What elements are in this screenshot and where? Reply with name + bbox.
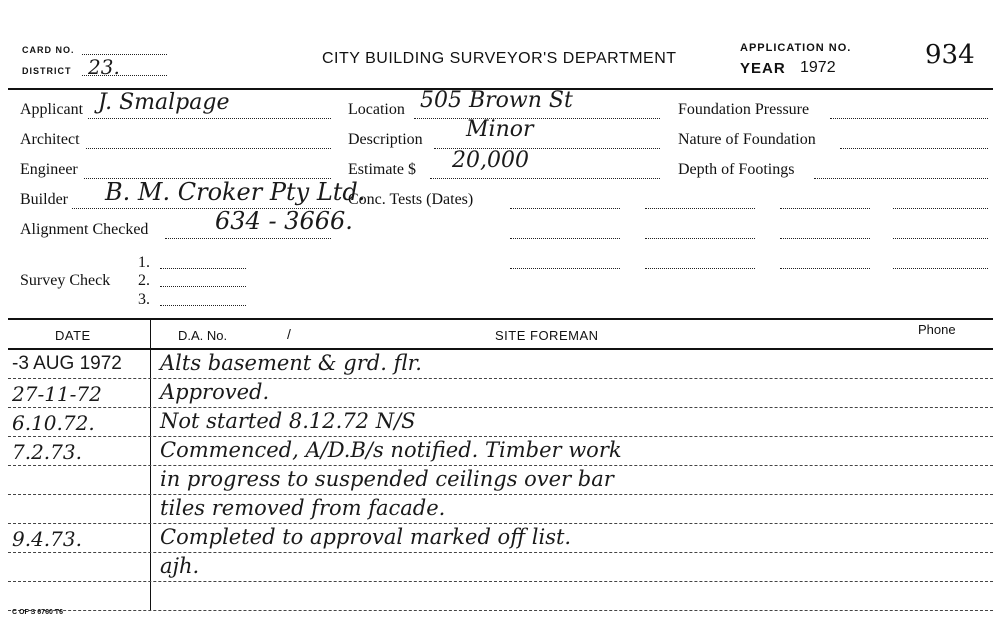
estimate-value: 20,000 <box>452 148 529 173</box>
location-value: 505 Brown St <box>420 88 573 113</box>
log-row-line <box>8 581 993 582</box>
application-no-label: APPLICATION NO. <box>740 42 852 54</box>
department-title: CITY BUILDING SURVEYOR'S DEPARTMENT <box>322 50 677 67</box>
estimate-label: Estimate $ <box>348 161 416 178</box>
log-header-rule <box>8 348 993 350</box>
alignment-label: Alignment Checked <box>20 221 149 238</box>
depth-of-footings-label: Depth of Footings <box>678 161 795 178</box>
card-no-label: CARD NO. <box>22 45 75 55</box>
log-row-line <box>8 378 993 379</box>
log-date: 9.4.73. <box>12 527 82 551</box>
survey-line-3 <box>160 305 246 306</box>
estimate-line <box>430 178 660 179</box>
log-da-header: D.A. No. <box>178 328 228 343</box>
log-date: 27-11-72 <box>12 382 102 406</box>
conc-date-line <box>780 238 870 239</box>
conc-date-line <box>893 238 988 239</box>
builder-value: B. M. Croker Pty Ltd. <box>105 178 366 206</box>
district-label: DISTRICT <box>22 66 72 76</box>
foundation-pressure-label: Foundation Pressure <box>678 101 810 118</box>
district-value: 23. <box>88 55 120 79</box>
conc-tests-label: Conc. Tests (Dates) <box>348 191 474 208</box>
survey-line-2 <box>160 286 246 287</box>
location-line <box>414 118 660 119</box>
log-da-value: / <box>287 326 291 342</box>
description-value: Minor <box>466 117 534 142</box>
nature-of-foundation-label: Nature of Foundation <box>678 131 816 148</box>
log-row-line <box>8 407 993 408</box>
conc-date-line <box>510 238 620 239</box>
log-date: 7.2.73. <box>12 440 82 464</box>
log-entry: Commenced, A/D.B/s notified. Timber work <box>160 438 622 462</box>
log-row-line <box>8 436 993 437</box>
conc-date-line <box>645 238 755 239</box>
conc-date-line <box>780 208 870 209</box>
log-phone-header: Phone <box>918 322 956 337</box>
log-foreman-header: SITE FOREMAN <box>495 328 599 343</box>
alignment-line <box>165 238 331 239</box>
log-entry: in progress to suspended ceilings over bar <box>160 467 614 491</box>
nature-of-foundation-line <box>840 148 988 149</box>
log-row-line <box>8 552 993 553</box>
log-row-line <box>8 523 993 524</box>
log-entry: Not started 8.12.72 N/S <box>160 409 416 433</box>
log-column-divider <box>150 318 151 610</box>
location-label: Location <box>348 101 405 118</box>
log-entry: ajh. <box>160 554 200 578</box>
log-top-rule <box>8 318 993 320</box>
depth-of-footings-line <box>814 178 988 179</box>
conc-date-line <box>645 268 755 269</box>
applicant-line <box>88 118 331 119</box>
conc-date-line <box>510 268 620 269</box>
survey-num-2: 2. <box>138 272 150 289</box>
conc-date-line <box>893 268 988 269</box>
survey-num-1: 1. <box>138 254 150 271</box>
description-label: Description <box>348 131 423 148</box>
conc-date-line <box>510 208 620 209</box>
architect-label: Architect <box>20 131 80 148</box>
year-value: 1972 <box>800 59 836 76</box>
log-entry: Approved. <box>160 380 270 404</box>
log-date: -3 AUG 1972 <box>12 353 122 374</box>
application-no-value: 934 <box>925 40 975 70</box>
log-entry: Completed to approval marked off list. <box>160 525 572 549</box>
conc-date-line <box>893 208 988 209</box>
survey-num-3: 3. <box>138 291 150 308</box>
alignment-value: 634 - 3666. <box>215 207 353 235</box>
log-row-line <box>8 465 993 466</box>
builder-label: Builder <box>20 191 68 208</box>
log-row-line <box>8 494 993 495</box>
survey-line-1 <box>160 268 246 269</box>
log-row-line <box>8 610 993 611</box>
form-code: C OF S 6760 T6 <box>12 609 63 616</box>
applicant-value: J. Smalpage <box>98 90 230 115</box>
conc-date-line <box>780 268 870 269</box>
foundation-pressure-line <box>830 118 988 119</box>
engineer-label: Engineer <box>20 161 78 178</box>
applicant-label: Applicant <box>20 101 84 118</box>
year-label: YEAR <box>740 60 786 77</box>
log-entry: Alts basement & grd. flr. <box>160 351 422 375</box>
log-date-header: DATE <box>55 328 91 343</box>
survey-check-label: Survey Check <box>20 272 111 289</box>
architect-line <box>86 148 331 149</box>
conc-date-line <box>645 208 755 209</box>
log-entry: tiles removed from facade. <box>160 496 446 520</box>
log-date: 6.10.72. <box>12 411 95 435</box>
